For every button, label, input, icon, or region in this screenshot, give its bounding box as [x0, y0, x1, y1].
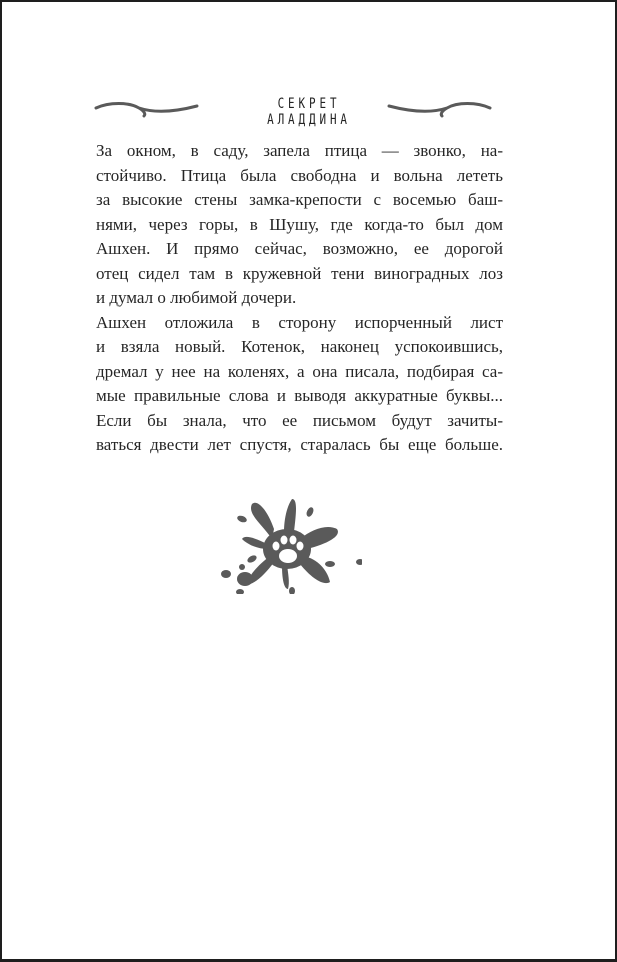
text-line: и думал о любимой дочери.	[96, 288, 297, 307]
paw-print-splat-icon	[212, 494, 362, 594]
text-line: Ашхен. И прямо сейчас, возможно, ее дорогой	[96, 239, 503, 258]
left-swash-ornament-icon	[94, 94, 199, 120]
text-line: стойчиво. Птица была свободна и вольна лететь	[96, 165, 503, 185]
text-line: за высокие стены замка-крепости с восемью баш-	[96, 190, 503, 209]
text-line: нями, через горы, в Шушу, где когда-то был дом	[96, 214, 503, 234]
text-line: дремал у нее на коленях, а она писала, подбирая са-	[96, 361, 503, 381]
running-title: СЕКРЕТ АЛАДДИНА	[267, 96, 351, 128]
paragraph-2	[96, 311, 503, 409]
paragraph-1	[96, 139, 503, 311]
text-line: За окном, в саду, запела птица — звонко, на-	[96, 141, 503, 160]
running-header	[94, 94, 524, 128]
text-line: Если бы знала, что ее письмом будут зачиты-	[96, 410, 503, 430]
body-text	[96, 139, 503, 458]
text-line: отец сидел там в кружевной тени виноградных лоз	[96, 263, 503, 283]
text-line: мые правильные слова и выводя аккуратные буквы...	[96, 386, 503, 405]
text-line: ваться двести лет спустя, старалась бы еще больше.	[96, 435, 503, 454]
right-swash-ornament-icon	[387, 94, 492, 120]
paragraph-3	[96, 409, 503, 458]
text-line: и взяла новый. Котенок, наконец успокоившись,	[96, 337, 503, 356]
text-line: Ашхен отложила в сторону испорченный лист	[96, 312, 503, 332]
